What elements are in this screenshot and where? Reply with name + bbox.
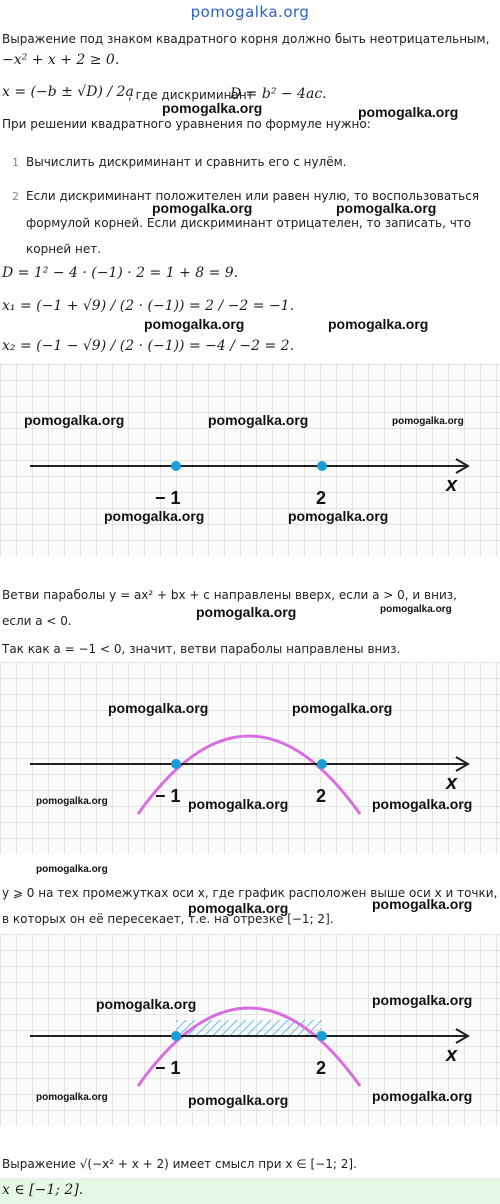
watermark: pomogalka.org [336, 200, 437, 216]
parabola-svg [0, 662, 500, 854]
root-label-minus-1: − 1 [155, 786, 181, 806]
watermark: pomogalka.org [288, 508, 389, 524]
conclusion-text: Выражение √(−x² + x + 2) имеет смысл при x ∈ [−1; 2]. [2, 1157, 357, 1171]
watermark: pomogalka.org [104, 508, 205, 524]
watermark: pomogalka.org [292, 700, 393, 716]
root-point-2 [317, 759, 327, 769]
watermark: pomogalka.org [196, 604, 297, 620]
root-label-minus-1: − 1 [155, 488, 181, 508]
parabola-graph [0, 662, 500, 854]
discriminant-definition: D = b² − 4ac. [230, 86, 327, 102]
watermark: pomogalka.org [36, 864, 108, 875]
inequality: −x² + x + 2 ≥ 0. [2, 52, 120, 68]
watermark: pomogalka.org [328, 316, 429, 332]
interval-text-2: в которых он её пересекает, т.е. на отрезке [−1; 2]. [2, 912, 334, 926]
site-header-logo[interactable]: pomogalka.org [190, 3, 310, 21]
watermark: pomogalka.org [188, 1092, 289, 1108]
watermark: pomogalka.org [372, 992, 473, 1008]
watermark: pomogalka.org [372, 896, 473, 912]
watermark: pomogalka.org [36, 1092, 108, 1103]
step-2-text-a: Если дискриминант положителен или равен нулю, то воспользоваться [26, 189, 480, 203]
watermark: pomogalka.org [24, 412, 125, 428]
watermark: pomogalka.org [162, 100, 263, 116]
watermark: pomogalka.org [188, 796, 289, 812]
step-1-number: 1 [12, 156, 19, 169]
watermark: pomogalka.org [152, 200, 253, 216]
since-text: Так как a = −1 < 0, значит, ветви параболы направлены вниз. [2, 642, 401, 656]
root-point-2 [317, 461, 327, 471]
intro-text: Выражение под знаком квадратного корня должно быть неотрицательным, [2, 32, 490, 46]
step-2-text-c: корней нет. [26, 242, 102, 256]
watermark: pomogalka.org [372, 1088, 473, 1104]
watermark: pomogalka.org [144, 316, 245, 332]
root-formula: x = (−b ± √D) / 2a [2, 84, 134, 100]
discriminant-calc: D = 1² − 4 · (−1) · 2 = 1 + 8 = 9. [2, 265, 239, 281]
number-line-svg [0, 364, 500, 556]
interval-text-1: y ⩾ 0 на тех промежутках оси x, где график расположен выше оси x и точки, [2, 886, 498, 900]
rule-intro: При решении квадратного уравнения по формуле нужно: [2, 117, 371, 131]
watermark: pomogalka.org [36, 796, 108, 807]
root-point-minus-1 [171, 759, 181, 769]
root-x1: x₁ = (−1 + √9) / (2 · (−1)) = 2 / −2 = −1. [2, 298, 295, 314]
watermark: pomogalka.org [380, 604, 452, 615]
root-label-2: 2 [316, 1058, 327, 1078]
root-point-2 [317, 1031, 327, 1041]
watermark: pomogalka.org [188, 900, 289, 916]
branches-text-2: если a < 0. [2, 614, 72, 628]
watermark: pomogalka.org [358, 104, 459, 120]
root-label-2: 2 [316, 488, 327, 508]
axis-label-x: x [446, 772, 458, 794]
root-label-2: 2 [316, 786, 327, 806]
axis-label-x: x [446, 474, 458, 496]
solution-interval-hatch [176, 1020, 322, 1035]
root-label-minus-1: − 1 [155, 1058, 181, 1078]
watermark: pomogalka.org [392, 416, 464, 427]
root-point-minus-1 [171, 461, 181, 471]
step-1 [12, 155, 347, 170]
watermark: pomogalka.org [96, 996, 197, 1012]
root-point-minus-1 [171, 1031, 181, 1041]
answer-text: x ∈ [−1; 2]. [2, 1182, 84, 1198]
formula-note: , где дискриминант [128, 88, 254, 102]
number-line-graph [0, 364, 500, 556]
answer-box [0, 1178, 500, 1204]
branches-text-1: Ветви параболы y = ax² + bx + c направлены вверх, если a > 0, и вниз, [2, 588, 457, 602]
axis-label-x: x [446, 1044, 458, 1066]
watermark: pomogalka.org [108, 700, 209, 716]
step-2-text-b: формулой корней. Если дискриминант отрицателен, то записать, что [26, 216, 472, 230]
watermark: pomogalka.org [208, 412, 309, 428]
root-x2: x₂ = (−1 − √9) / (2 · (−1)) = −4 / −2 = 2. [2, 338, 295, 354]
step-2-number: 2 [12, 190, 19, 203]
watermark: pomogalka.org [372, 796, 473, 812]
step-1-text: Вычислить дискриминант и сравнить его с нулём. [26, 155, 347, 169]
